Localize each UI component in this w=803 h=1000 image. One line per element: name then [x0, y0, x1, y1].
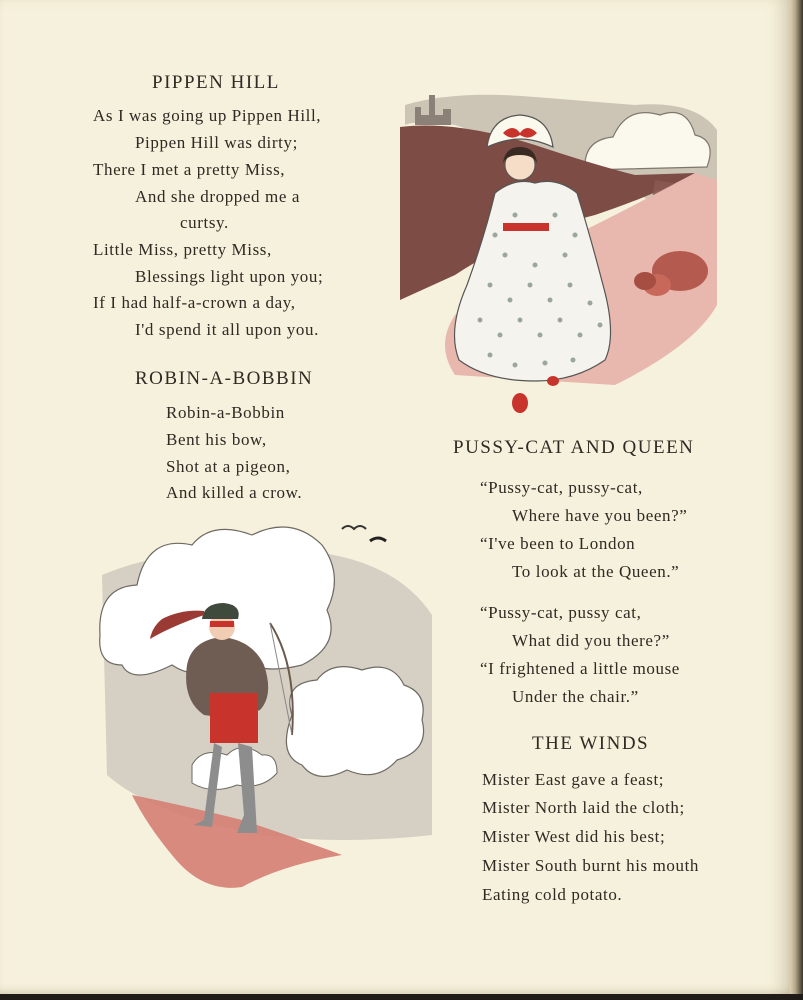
poem-line: curtsy. — [180, 213, 229, 232]
poem-line: Mister East gave a feast; — [482, 770, 665, 789]
poem-line: “I've been to London — [480, 534, 636, 553]
poem-line: Mister West did his best; — [482, 827, 666, 846]
bird-shape — [342, 526, 366, 529]
poem-line: Shot at a pigeon, — [166, 457, 291, 476]
poem-line: Blessings light upon you; — [135, 267, 324, 286]
page-edge — [790, 0, 803, 1000]
poem-line: If I had half-a-crown a day, — [93, 293, 296, 312]
skirt-shape — [210, 703, 258, 743]
page-bottom-edge — [0, 994, 803, 1000]
poem-line: Little Miss, pretty Miss, — [93, 240, 272, 259]
poem-line: Bent his bow, — [166, 430, 267, 449]
poem-line: Under the chair.” — [512, 687, 639, 706]
poem-line: What did you there?” — [512, 631, 670, 650]
poem-line: Pippen Hill was dirty; — [135, 133, 298, 152]
poem-line: Eating cold potato. — [482, 885, 623, 904]
robin-a-bobbin-title: ROBIN-A-BOBBIN — [135, 368, 314, 389]
poem-line: “I frightened a little mouse — [480, 659, 680, 678]
poem-line: I'd spend it all upon you. — [135, 320, 319, 339]
rock-shape — [634, 272, 656, 290]
poem-line: Mister South burnt his mouth — [482, 856, 700, 875]
poem-line: Where have you been?” — [512, 506, 688, 525]
belt-shape — [210, 693, 258, 703]
poem-line: “Pussy-cat, pussy-cat, — [480, 478, 643, 497]
poem-line: “Pussy-cat, pussy cat, — [480, 603, 642, 622]
sash-shape — [503, 223, 549, 231]
headband-shape — [210, 621, 234, 627]
poem-line: And killed a crow. — [166, 483, 303, 502]
shoe-shape — [547, 376, 559, 386]
shoe-shape — [512, 393, 528, 413]
pussy-cat-title: PUSSY-CAT AND QUEEN — [453, 437, 695, 458]
poem-line: And she dropped me a — [135, 187, 300, 206]
poem-line: Mister North laid the cloth; — [482, 798, 685, 817]
girl-curtsy-illustration — [395, 85, 725, 420]
poem-line: To look at the Queen.” — [512, 562, 680, 581]
poem-line: There I met a pretty Miss, — [93, 160, 286, 179]
poem-line: Robin-a-Bobbin — [166, 403, 285, 422]
pippen-hill-title: PIPPEN HILL — [152, 72, 280, 93]
bird-shape — [370, 538, 386, 541]
robin-archer-illustration — [92, 515, 437, 905]
poem-line: As I was going up Pippen Hill, — [93, 106, 322, 125]
the-winds-title: THE WINDS — [532, 733, 650, 754]
